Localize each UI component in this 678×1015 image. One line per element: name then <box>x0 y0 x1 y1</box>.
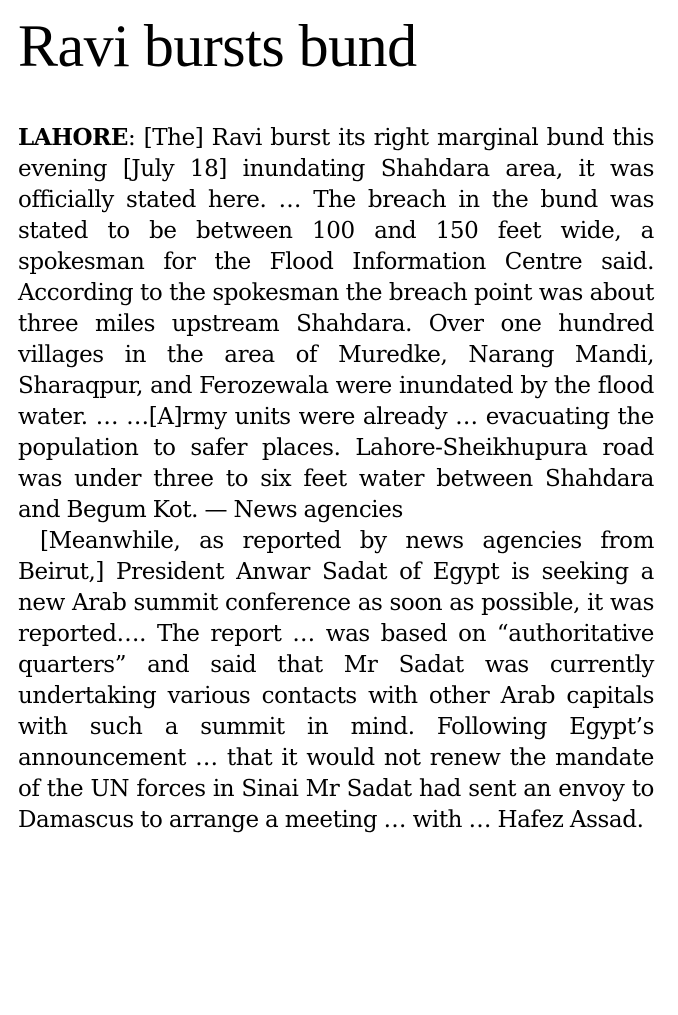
article-paragraph-lahore <box>18 122 654 526</box>
article-paragraph-beirut: [Meanwhile, as reported by news agencies from Beirut,] President Anwar Sadat of Egypt is seeking a new Arab summit conference as soon as possible, it was reported…. The report … was based on “authoritative quarters” and said that Mr Sadat was currently undertaking various contacts with other Arab capitals with such a summit in mind. Following Egypt’s announcement … that it would not renew the mandate of the UN forces in Sinai Mr Sadat had sent an envoy to Damascus to arrange a meeting … with … Hafez Assad. <box>18 528 654 833</box>
news-article <box>18 14 654 836</box>
article-paragraph-text: : [The] Ravi burst its right marginal bund this evening [July 18] inundating Shahdara area, it was officially stated here. … The breach in the bund was stated to be between 100 and 150 feet wide, a spokesman for the Flood Information Centre said. According to the spokesman the breach point was about three miles upstream Shahdara. Over one hundred villages in the area of Muredke, Narang Mandi, Sharaqpur, and Ferozewala were inundated by the flood water. … …[A]rmy units were already … evacuating the population to safer places. Lahore-Sheikhupura road was under three to six feet water between Shahdara and Begum Kot. — News agencies <box>18 125 654 523</box>
article-dateline: LAHORE <box>18 124 129 151</box>
article-body <box>18 122 654 836</box>
article-headline: Ravi bursts bund <box>18 13 417 79</box>
